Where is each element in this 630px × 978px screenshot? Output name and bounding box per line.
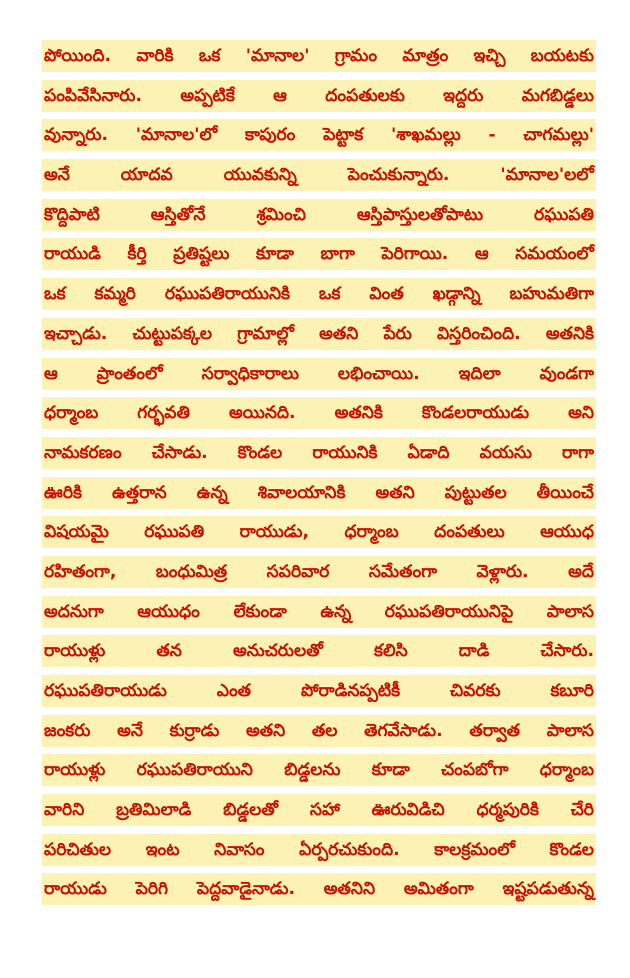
text-line: పంపివేసినారు. అప్పటికే ఆ దంపతులకు ఇద్దరు మగబిడ్డలు	[40, 80, 598, 120]
text-line: రాయుళ్లు తన అనుచరులతో కలిసి దాడి చేసారు.	[40, 635, 598, 675]
text-line: కొద్దిపాటి ఆస్తితోనే శ్రమించి ఆస్తిపాస్తులతోపాటు రఘుపతి	[40, 199, 598, 239]
text-line: పోయింది. వారికి ఒక 'మానాల' గ్రామం మాత్రం ఇచ్చి బయటకు	[40, 40, 598, 80]
text-line: రాయుడు పెరిగి పెద్దవాడైనాడు. అతనిని అమితంగా ఇష్టపడుతున్న	[40, 873, 598, 913]
text-line: ఇచ్చాడు. చుట్టుపక్కల గ్రామాల్లో అతని పేరు విస్తరించింది. అతనికి	[40, 318, 598, 358]
text-line: నామకరణం చేసాడు. కొండల రాయునికి ఏడాది వయసు రాగా	[40, 437, 598, 477]
text-line: అనే యాదవ యువకున్ని పెంచుకున్నారు. 'మానాల'లలో	[40, 159, 598, 199]
text-line: విషయమై రఘుపతి రాయుడు, ధర్మాంబ దంపతులు ఆయుధ	[40, 516, 598, 556]
text-line: వారిని బ్రతిమిలాడి బిడ్డలతో సహా ఊరువిడిచి ధర్మపురికి చేరి	[40, 794, 598, 834]
telugu-text-body	[40, 40, 598, 913]
text-line: ఆ ప్రాంతంలో సర్వాధికారాలు లభించాయి. ఇదిలా వుండగా	[40, 358, 598, 398]
text-line: రాయుళ్లు రఘుపతిరాయుని బిడ్డలను కూడా చంపబోగా ధర్మాంబ	[40, 754, 598, 794]
text-line: రహితంగా, బంధుమిత్ర సపరివార సమేతంగా వెళ్లారు. అదే	[40, 556, 598, 596]
text-line: అదనుగా ఆయుధం లేకుండా ఉన్న రఘుపతిరాయునిపై పాలాస	[40, 596, 598, 636]
text-line: ఒక కమ్మరి రఘుపతిరాయునికి ఒక వింత ఖడ్గాన్ని బహుమతిగా	[40, 278, 598, 318]
text-line: ధర్మాంబ గర్భవతి అయినది. అతనికి కొండలరాయుడు అని	[40, 397, 598, 437]
text-line: పరిచితుల ఇంట నివాసం ఏర్పరచుకుంది. కాలక్రమంలో కొండల	[40, 834, 598, 874]
text-line: జంకరు అనే కుర్రాడు అతని తల తెగవేసాడు. తర్వాత పాలాస	[40, 715, 598, 755]
text-line: రఘుపతిరాయుడు ఎంత పోరాడినప్పటికీ చివరకు కబూరి	[40, 675, 598, 715]
text-line: ఊరికి ఉత్తరాన ఉన్న శివాలయానికి అతని పుట్టుతల తీయించే	[40, 477, 598, 517]
text-line: వున్నారు. 'మానాల'లో కాపురం పెట్టాక 'శాఖమల్లు - చాగమల్లు'	[40, 119, 598, 159]
text-line: రాయుడి కీర్తి ప్రతిష్టలు కూడా బాగా పెరిగాయి. ఆ సమయంలో	[40, 238, 598, 278]
